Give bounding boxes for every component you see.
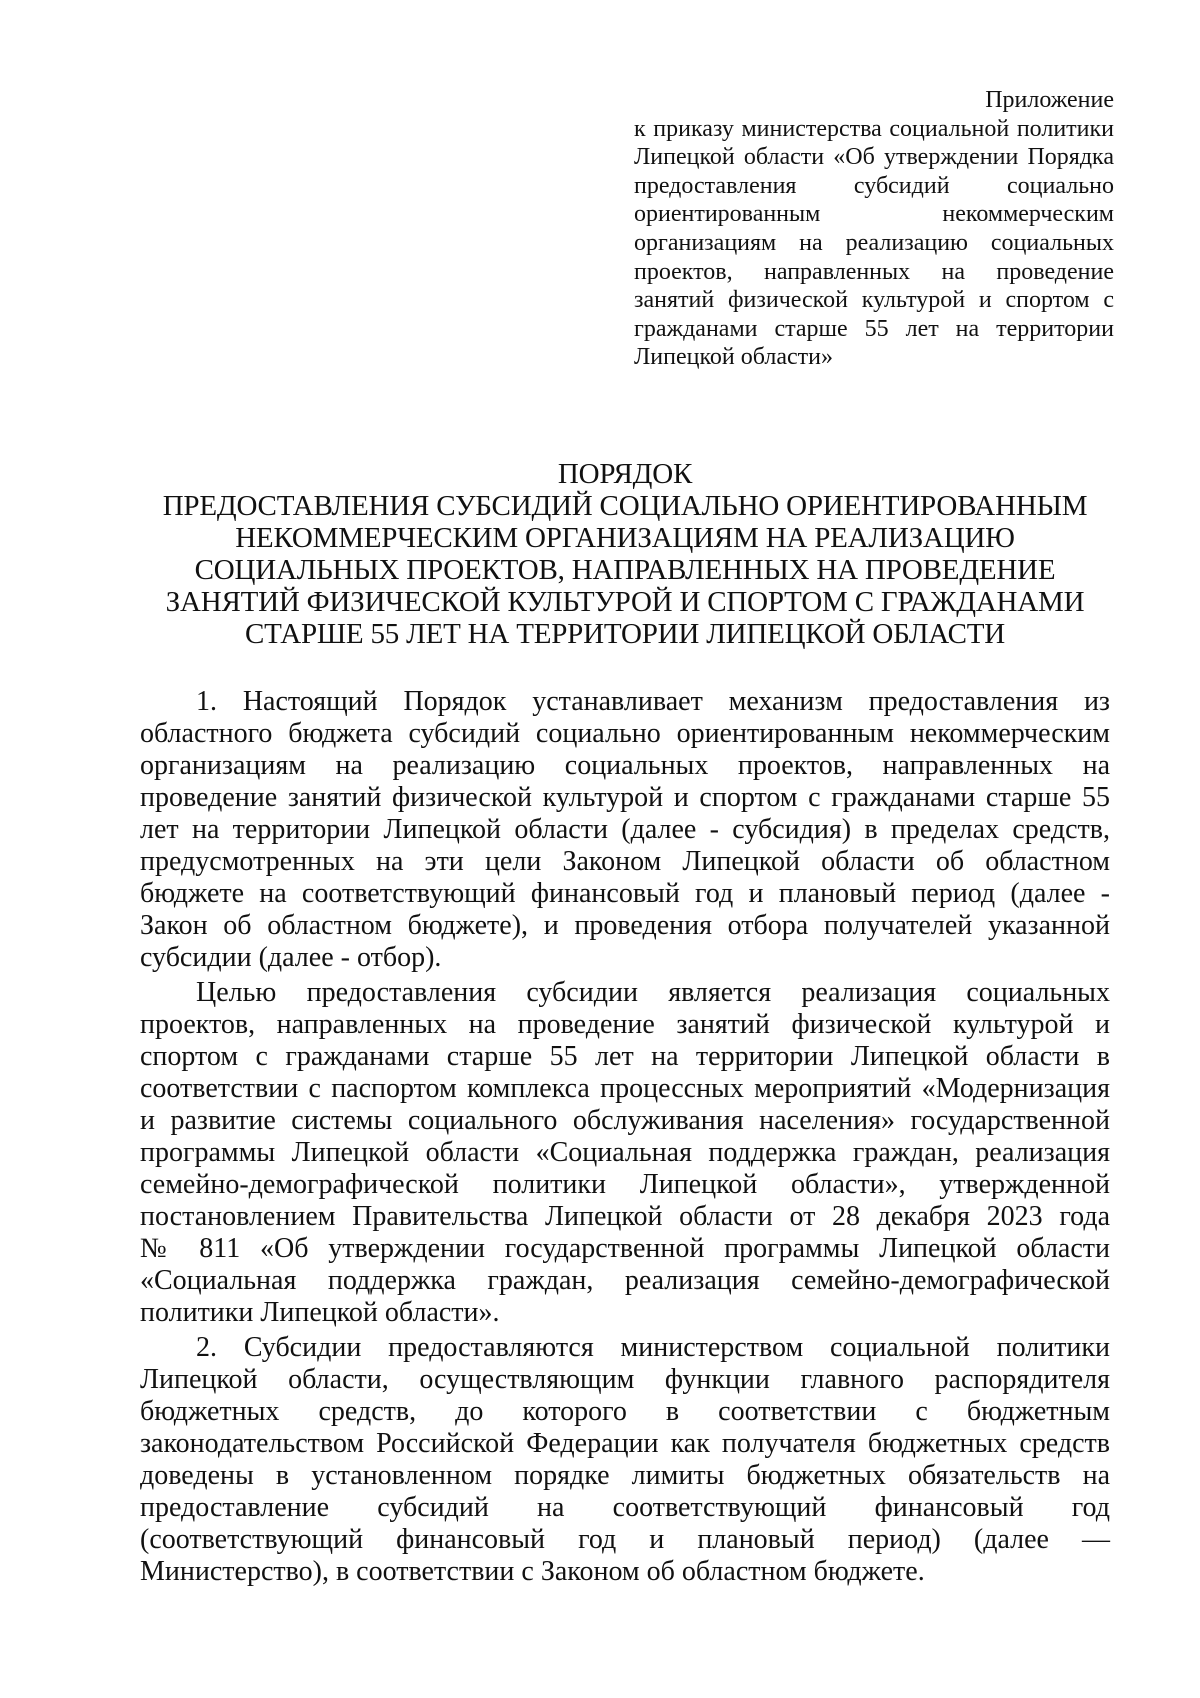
paragraph-line: предусмотренных на эти цели Законом Липецкой области об областном: [140, 846, 1110, 877]
paragraph-line: законодательством Российской Федерации как получателя бюджетных средств: [140, 1428, 1110, 1459]
paragraph-line: «Социальная поддержка граждан, реализация семейно-демографической: [140, 1265, 1110, 1296]
paragraph-line: (соответствующий финансовый год и плановый период) (далее —: [140, 1524, 1110, 1555]
paragraph-line: проведение занятий физической культурой и спортом с гражданами старше 55: [140, 782, 1110, 813]
title-line: СОЦИАЛЬНЫХ ПРОЕКТОВ, НАПРАВЛЕННЫХ НА ПРОВЕДЕНИЕ: [194, 554, 1056, 586]
appendix-block: [634, 86, 1114, 372]
paragraph-line: Целью предоставления субсидии является реализация социальных: [196, 977, 1110, 1008]
paragraph-line: Закон об областном бюджете), и проведения отбора получателей указанной: [140, 910, 1110, 941]
paragraph-line: бюджете на соответствующий финансовый год и плановый период (далее -: [140, 878, 1110, 909]
appendix-line: проектов, направленных на проведение: [634, 258, 1114, 285]
appendix-title: Приложение: [985, 87, 1114, 113]
paragraph-line: доведены в установленном порядке лимиты бюджетных обязательств на: [140, 1460, 1110, 1491]
paragraph-line: программы Липецкой области «Социальная поддержка граждан, реализация: [140, 1137, 1110, 1168]
appendix-line: гражданами старше 55 лет на территории: [634, 315, 1114, 342]
appendix-line: Липецкой области «Об утверждении Порядка: [634, 144, 1114, 171]
title-line: ПОРЯДОК: [557, 458, 693, 490]
appendix-line: Липецкой области»: [634, 344, 833, 371]
title-line: СТАРШЕ 55 ЛЕТ НА ТЕРРИТОРИИ ЛИПЕЦКОЙ ОБЛАСТИ: [244, 618, 1005, 650]
paragraph-line: проектов, направленных на проведение занятий физической культурой и: [140, 1009, 1110, 1040]
appendix-line: предоставления субсидий социально: [634, 172, 1114, 199]
title-line: ЗАНЯТИЙ ФИЗИЧЕСКОЙ КУЛЬТУРОЙ И СПОРТОМ С ГРАЖДАНАМИ: [165, 586, 1085, 618]
paragraph-line: Министерство), в соответствии с Законом об областном бюджете.: [140, 1556, 925, 1587]
paragraph-line: спортом с гражданами старше 55 лет на территории Липецкой области в: [140, 1041, 1110, 1072]
document-body: [140, 686, 1110, 1588]
paragraph-line: соответствии с паспортом комплекса процессных мероприятий «Модернизация: [140, 1073, 1110, 1104]
document-title: [140, 458, 1110, 650]
paragraph-line: организациям на реализацию социальных проектов, направленных на: [140, 750, 1110, 781]
paragraph-line: семейно-демографической политики Липецкой области», утвержденной: [140, 1169, 1110, 1200]
paragraph-line: и развитие системы социального обслуживания населения» государственной: [140, 1105, 1110, 1136]
paragraph-line: Липецкой области, осуществляющим функции главного распорядителя: [140, 1364, 1110, 1395]
paragraph-line: 2. Субсидии предоставляются министерством социальной политики: [196, 1332, 1110, 1363]
paragraph-line: политики Липецкой области».: [140, 1297, 500, 1328]
paragraph-line: лет на территории Липецкой области (далее - субсидия) в пределах средств,: [140, 814, 1110, 845]
paragraph-line: областного бюджета субсидий социально ориентированным некоммерческим: [140, 718, 1110, 749]
paragraph-line: предоставление субсидий на соответствующий финансовый год: [140, 1492, 1110, 1523]
paragraph-line: постановлением Правительства Липецкой области от 28 декабря 2023 года: [140, 1201, 1110, 1232]
appendix-line: организациям на реализацию социальных: [634, 229, 1114, 256]
paragraph-2: [140, 1332, 1110, 1588]
paragraph-line: бюджетных средств, до которого в соответствии с бюджетным: [140, 1396, 1110, 1427]
paragraph-1: [140, 686, 1110, 974]
paragraph-line: 1. Настоящий Порядок устанавливает механизм предоставления из: [196, 686, 1110, 717]
title-line: ПРЕДОСТАВЛЕНИЯ СУБСИДИЙ СОЦИАЛЬНО ОРИЕНТИРОВАННЫМ: [162, 490, 1088, 522]
appendix-line: к приказу министерства социальной политики: [634, 115, 1114, 142]
paragraph-line: № 811 «Об утверждении государственной программы Липецкой области: [140, 1233, 1110, 1264]
title-line: НЕКОММЕРЧЕСКИМ ОРГАНИЗАЦИЯМ НА РЕАЛИЗАЦИЮ: [235, 522, 1015, 554]
paragraph-purpose: [140, 977, 1110, 1329]
appendix-line: занятий физической культурой и спортом с: [634, 287, 1114, 314]
paragraph-line: субсидии (далее - отбор).: [140, 942, 442, 973]
appendix-line: ориентированным некоммерческим: [634, 201, 1114, 228]
